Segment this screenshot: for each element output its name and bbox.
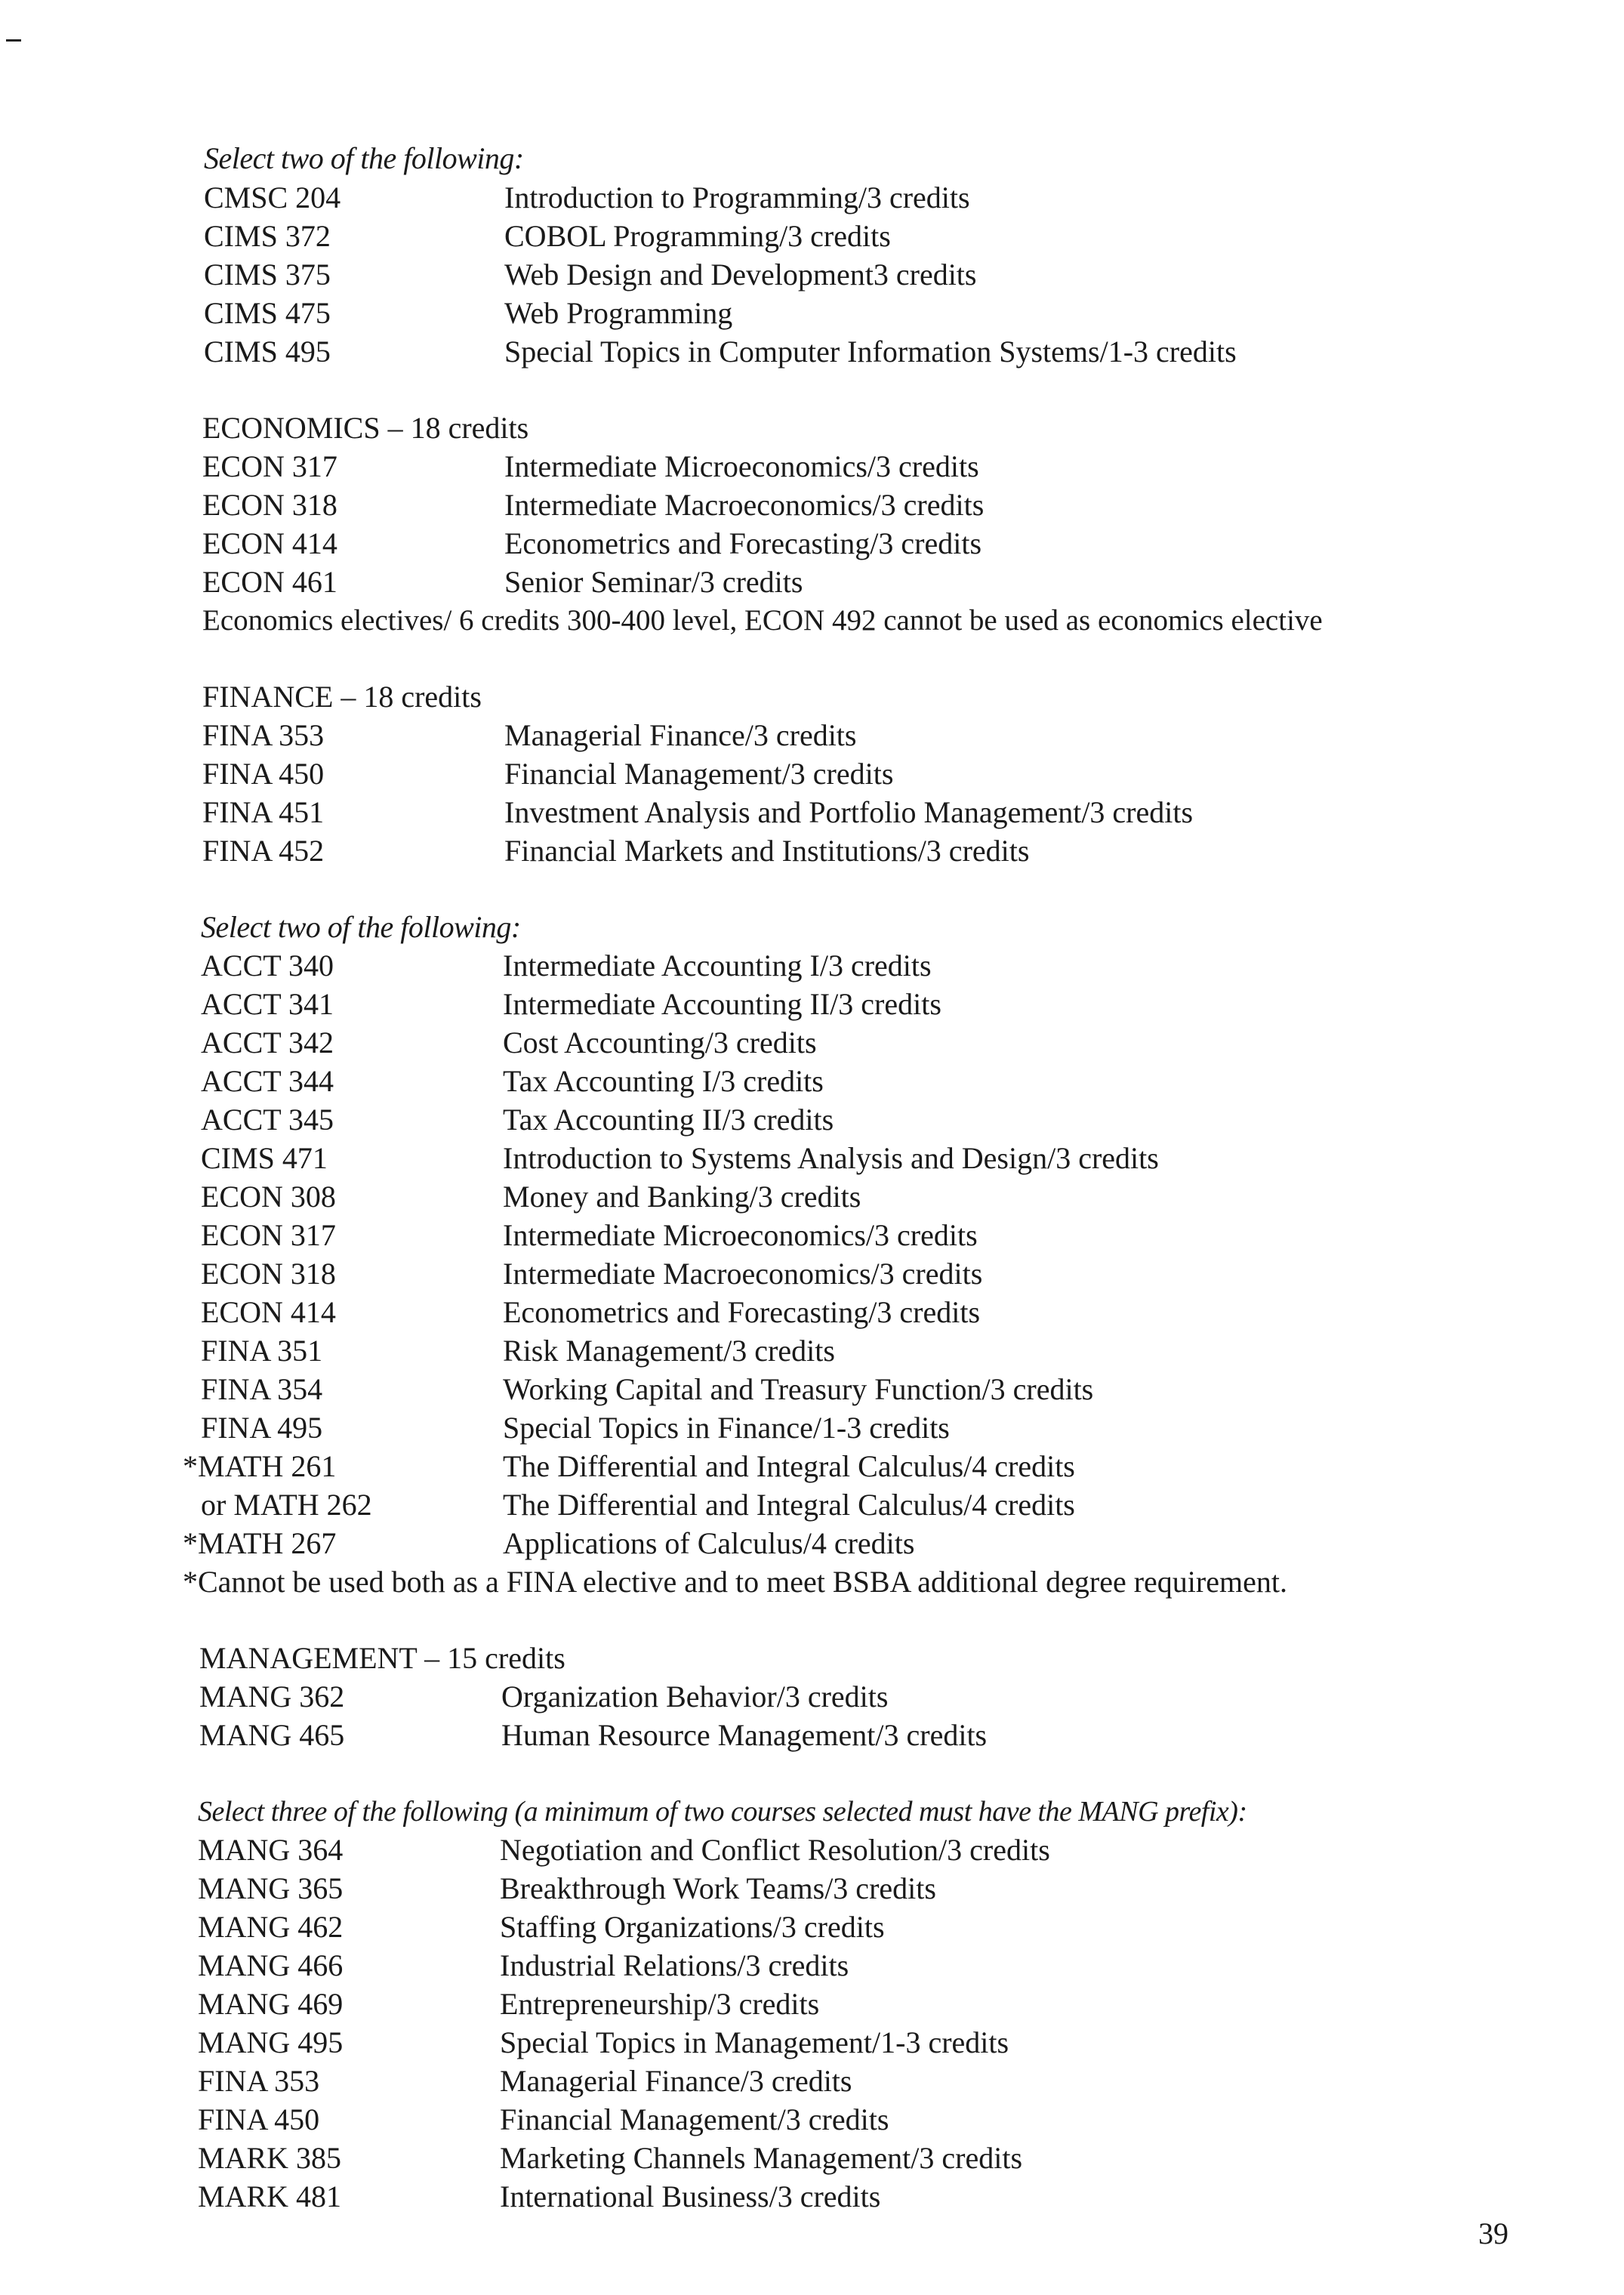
course-title: Money and Banking/3 credits xyxy=(503,1180,861,1214)
course-code: ECON 308 xyxy=(201,1180,336,1214)
course-code: ACCT 345 xyxy=(201,1103,334,1137)
course-code: ECON 318 xyxy=(201,1257,336,1291)
course-code: ECON 414 xyxy=(202,526,337,560)
course-title: Introduction to Systems Analysis and Design/3 credits xyxy=(503,1141,1159,1175)
course-code: CIMS 475 xyxy=(204,296,331,330)
finance-heading: FINANCE – 18 credits xyxy=(202,680,482,714)
course-title: Financial Markets and Institutions/3 credits xyxy=(504,834,1030,868)
course-code: CIMS 372 xyxy=(204,219,331,253)
course-title: Managerial Finance/3 credits xyxy=(504,718,857,752)
course-code: FINA 353 xyxy=(202,718,325,752)
economics-elective-note: Economics electives/ 6 credits 300-400 level, ECON 492 cannot be used as economics elective xyxy=(202,604,1323,637)
economics-heading: ECONOMICS – 18 credits xyxy=(202,411,529,445)
course-code: CMSC 204 xyxy=(204,180,341,214)
course-title: Industrial Relations/3 credits xyxy=(500,1948,849,1982)
course-title: Web Design and Development3 credits xyxy=(504,258,977,292)
page-number: 39 xyxy=(1478,2216,1508,2250)
course-title: Financial Management/3 credits xyxy=(500,2102,889,2136)
course-code: MANG 469 xyxy=(198,1987,344,2021)
course-title: The Differential and Integral Calculus/4 credits xyxy=(503,1449,1075,1483)
course-title: Financial Management/3 credits xyxy=(504,757,894,791)
course-code: CIMS 495 xyxy=(204,335,331,369)
course-code: ECON 461 xyxy=(202,565,337,599)
course-code: FINA 452 xyxy=(202,834,325,868)
course-title: The Differential and Integral Calculus/4 credits xyxy=(503,1488,1075,1522)
course-title: Introduction to Programming/3 credits xyxy=(504,180,970,214)
course-title: Intermediate Microeconomics/3 credits xyxy=(504,449,979,483)
course-code: FINA 450 xyxy=(198,2102,320,2136)
course-code: MANG 495 xyxy=(198,2025,344,2059)
course-code: ACCT 340 xyxy=(201,949,334,982)
course-code: FINA 450 xyxy=(202,757,325,791)
course-code: *MATH 261 xyxy=(183,1449,337,1483)
course-code: FINA 353 xyxy=(198,2064,320,2098)
course-title: Intermediate Macroeconomics/3 credits xyxy=(504,488,985,522)
course-code: ACCT 344 xyxy=(201,1064,334,1098)
course-title: Applications of Calculus/4 credits xyxy=(503,1526,915,1560)
course-title: Tax Accounting I/3 credits xyxy=(503,1064,824,1098)
margin-dash-mark xyxy=(6,39,21,42)
course-title: Intermediate Accounting I/3 credits xyxy=(503,949,932,982)
course-title: Breakthrough Work Teams/3 credits xyxy=(500,1871,936,1905)
course-title: Econometrics and Forecasting/3 credits xyxy=(504,526,982,560)
course-code: *MATH 267 xyxy=(183,1526,337,1560)
course-title: Human Resource Management/3 credits xyxy=(501,1718,988,1752)
course-code: ECON 317 xyxy=(201,1218,336,1252)
course-title: Negotiation and Conflict Resolution/3 credits xyxy=(500,1833,1050,1867)
course-title: Web Programming xyxy=(504,296,733,330)
course-code: ECON 317 xyxy=(202,449,337,483)
course-code: FINA 451 xyxy=(202,795,325,829)
course-code: FINA 495 xyxy=(201,1411,323,1445)
course-code: or MATH 262 xyxy=(193,1488,372,1522)
course-title: Special Topics in Management/1-3 credits xyxy=(500,2025,1009,2059)
course-title: Entrepreneurship/3 credits xyxy=(500,1987,820,2021)
course-title: Organization Behavior/3 credits xyxy=(501,1680,889,1714)
course-title: Staffing Organizations/3 credits xyxy=(500,1910,885,1944)
course-title: Working Capital and Treasury Function/3 credits xyxy=(503,1372,1094,1406)
course-code: CIMS 375 xyxy=(204,258,331,292)
course-title: Tax Accounting II/3 credits xyxy=(503,1103,834,1137)
course-code: MANG 466 xyxy=(198,1948,344,1982)
course-title: Investment Analysis and Portfolio Management/3 credits xyxy=(504,795,1194,829)
course-code: MANG 362 xyxy=(199,1680,345,1714)
course-code: FINA 351 xyxy=(201,1334,323,1368)
course-code: ECON 318 xyxy=(202,488,337,522)
course-title: Risk Management/3 credits xyxy=(503,1334,835,1368)
course-code: ACCT 342 xyxy=(201,1026,334,1060)
course-code: CIMS 471 xyxy=(201,1141,328,1175)
course-title: Intermediate Microeconomics/3 credits xyxy=(503,1218,978,1252)
course-code: MARK 385 xyxy=(198,2141,342,2175)
course-title: Senior Seminar/3 credits xyxy=(504,565,803,599)
management-select-instruction: Select three of the following (a minimum of two courses selected must have the MANG prefix): xyxy=(198,1796,1247,1828)
course-title: Marketing Channels Management/3 credits xyxy=(500,2141,1023,2175)
course-code: MANG 364 xyxy=(198,1833,344,1867)
finance-select-instruction: Select two of the following: xyxy=(201,910,521,944)
course-title: Intermediate Accounting II/3 credits xyxy=(503,987,941,1021)
course-title: Special Topics in Computer Information Systems/1-3 credits xyxy=(504,335,1237,369)
course-title: Econometrics and Forecasting/3 credits xyxy=(503,1295,981,1329)
course-title: COBOL Programming/3 credits xyxy=(504,219,891,253)
course-title: Intermediate Macroeconomics/3 credits xyxy=(503,1257,983,1291)
course-title: Special Topics in Finance/1-3 credits xyxy=(503,1411,950,1445)
cims-select-instruction: Select two of the following: xyxy=(204,141,524,175)
course-title: Managerial Finance/3 credits xyxy=(500,2064,852,2098)
course-code: MANG 365 xyxy=(198,1871,344,1905)
course-code: MARK 481 xyxy=(198,2179,342,2213)
course-code: FINA 354 xyxy=(201,1372,323,1406)
course-code: MANG 462 xyxy=(198,1910,344,1944)
course-code: ACCT 341 xyxy=(201,987,334,1021)
management-heading: MANAGEMENT – 15 credits xyxy=(199,1641,565,1675)
course-code: ECON 414 xyxy=(201,1295,336,1329)
course-title: International Business/3 credits xyxy=(500,2179,881,2213)
course-code: MANG 465 xyxy=(199,1718,345,1752)
course-title: Cost Accounting/3 credits xyxy=(503,1026,817,1060)
finance-elective-footnote: *Cannot be used both as a FINA elective and to meet BSBA additional degree requirement. xyxy=(183,1565,1287,1599)
